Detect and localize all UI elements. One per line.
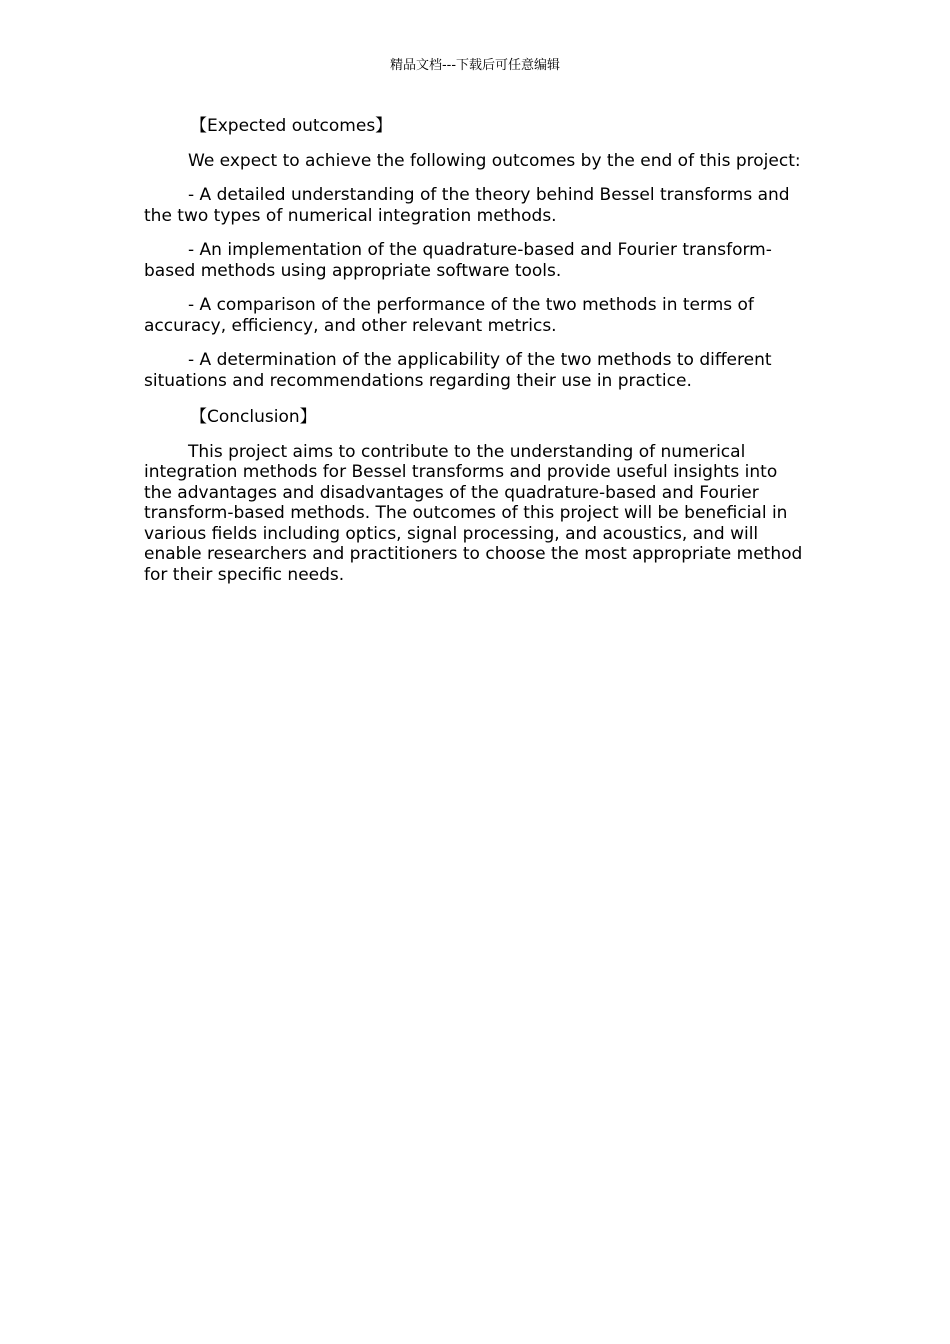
conclusion-paragraph: This project aims to contribute to the understanding of numerical integration methods for Bessel transforms and provide useful insights into the advantages and disadvantages of the quadrature-based and Fourier transform-based methods. The outcomes of this project will be beneficial in various fields including optics, signal processing, and acoustics, and will enable researchers and practitioners to choose the most appropriate method for their specific needs. <box>144 441 803 585</box>
conclusion-heading: 【Conclusion】 <box>190 407 317 427</box>
outcome-item-2: - An implementation of the quadrature-based and Fourier transform-based methods using appropriate software tools. <box>144 240 772 281</box>
expected-outcomes-intro: We expect to achieve the following outcomes by the end of this project: <box>188 150 801 171</box>
outcome-item-1: - A detailed understanding of the theory behind Bessel transforms and the two types of numerical integration methods. <box>144 185 790 226</box>
header-watermark-text: 精品文档---下载后可任意编辑 <box>389 58 561 73</box>
page-header <box>0 57 950 75</box>
outcome-item-3: - A comparison of the performance of the two methods in terms of accuracy, efficiency, and other relevant metrics. <box>144 295 754 336</box>
outcome-item-4: - A determination of the applicability of the two methods to different situations and recommendations regarding their use in practice. <box>144 350 772 391</box>
expected-outcomes-heading: 【Expected outcomes】 <box>190 116 393 136</box>
document-body <box>144 116 806 599</box>
